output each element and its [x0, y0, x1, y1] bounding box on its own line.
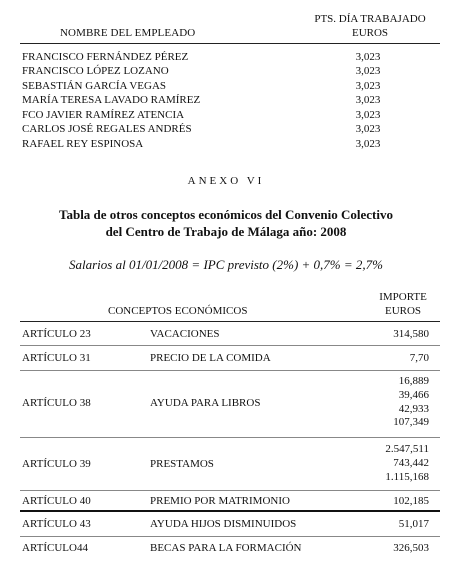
article-cell: ARTÍCULO 23	[22, 328, 91, 340]
employee-header-divider	[20, 43, 440, 44]
concepts-header-divider	[20, 321, 440, 322]
row-divider	[20, 490, 440, 491]
amount-value: 39,466	[398, 388, 429, 401]
amount-cell	[360, 352, 429, 366]
amount-cell	[360, 542, 429, 556]
article-cell: ARTÍCULO 43	[22, 518, 91, 530]
article-cell: ARTÍCULO44	[22, 542, 88, 554]
article-cell: ARTÍCULO 39	[22, 458, 91, 470]
row-divider	[20, 536, 440, 537]
pts-header	[300, 12, 440, 40]
employee-name: SEBASTIÁN GARCÍA VEGAS	[22, 80, 167, 92]
amount-cell	[360, 328, 429, 342]
amount-cell	[360, 443, 429, 484]
concept-cell: VACACIONES	[150, 328, 220, 340]
importe-header	[365, 290, 441, 318]
amount-value: 51,017	[398, 518, 429, 530]
concept-cell: PRECIO DE LA COMIDA	[150, 352, 271, 364]
amount-cell	[360, 375, 429, 430]
employee-value: 3,023	[355, 123, 381, 135]
importe-header-line1: IMPORTE	[379, 291, 427, 303]
employee-name: FRANCISCO LÓPEZ LOZANO	[22, 65, 169, 77]
salary-formula: Salarios al 01/01/2008 = IPC previsto (2%) + 0,7% = 2,7%	[69, 257, 383, 272]
amount-value: 2.547,511	[385, 443, 429, 455]
employee-value: 3,023	[355, 65, 381, 77]
row-divider	[20, 510, 440, 512]
row-divider	[20, 345, 440, 346]
row-divider	[20, 437, 440, 438]
pts-header-line2: EUROS	[351, 27, 389, 39]
pts-header-line1: PTS. DÍA TRABAJADO	[314, 13, 426, 25]
employee-name: FRANCISCO FERNÁNDEZ PÉREZ	[22, 51, 189, 63]
employee-value: 3,023	[355, 109, 381, 121]
amount-value: 314,580	[393, 328, 429, 340]
concept-cell: PRESTAMOS	[150, 458, 214, 470]
amount-value: 1.115,168	[385, 470, 429, 483]
amount-value: 102,185	[393, 495, 429, 507]
employee-name-header: NOMBRE DEL EMPLEADO	[60, 27, 196, 39]
amount-cell	[360, 518, 429, 532]
article-cell: ARTÍCULO 38	[22, 397, 91, 409]
concept-cell: AYUDA PARA LIBROS	[150, 397, 261, 409]
employee-name: MARÍA TERESA LAVADO RAMÍREZ	[22, 94, 201, 106]
row-divider	[20, 370, 440, 371]
amount-value: 42,933	[398, 402, 429, 415]
importe-header-line2: EUROS	[384, 305, 422, 317]
article-cell: ARTÍCULO 31	[22, 352, 91, 364]
concept-cell: BECAS PARA LA FORMACIÓN	[150, 542, 302, 554]
amount-value: 7,70	[409, 352, 429, 364]
concept-cell: AYUDA HIJOS DISMINUIDOS	[150, 518, 297, 530]
annex-title-line2: del Centro de Trabajo de Málaga año: 2008	[105, 224, 347, 239]
annex-title	[0, 206, 452, 240]
employee-value: 3,023	[355, 80, 381, 92]
employee-value: 3,023	[355, 51, 381, 63]
amount-cell	[360, 495, 429, 509]
article-cell: ARTÍCULO 40	[22, 495, 91, 507]
amount-value: 107,349	[393, 416, 429, 429]
employee-value: 3,023	[355, 138, 381, 150]
concept-cell: PREMIO POR MATRIMONIO	[150, 495, 290, 507]
employee-name: RAFAEL REY ESPINOSA	[22, 138, 144, 150]
amount-value: 16,889	[398, 375, 429, 387]
amount-value: 326,503	[393, 542, 429, 554]
annex-title-line1: Tabla de otros conceptos económicos del Convenio Colectivo	[58, 207, 393, 222]
employee-value: 3,023	[355, 94, 381, 106]
amount-value: 743,442	[393, 456, 429, 469]
annex-label: ANEXO VI	[187, 175, 265, 187]
employee-name: CARLOS JOSÉ REGALES ANDRÉS	[22, 123, 192, 135]
concepts-header: CONCEPTOS ECONÓMICOS	[108, 305, 248, 317]
employee-name: FCO JAVIER RAMÍREZ ATENCIA	[22, 109, 185, 121]
